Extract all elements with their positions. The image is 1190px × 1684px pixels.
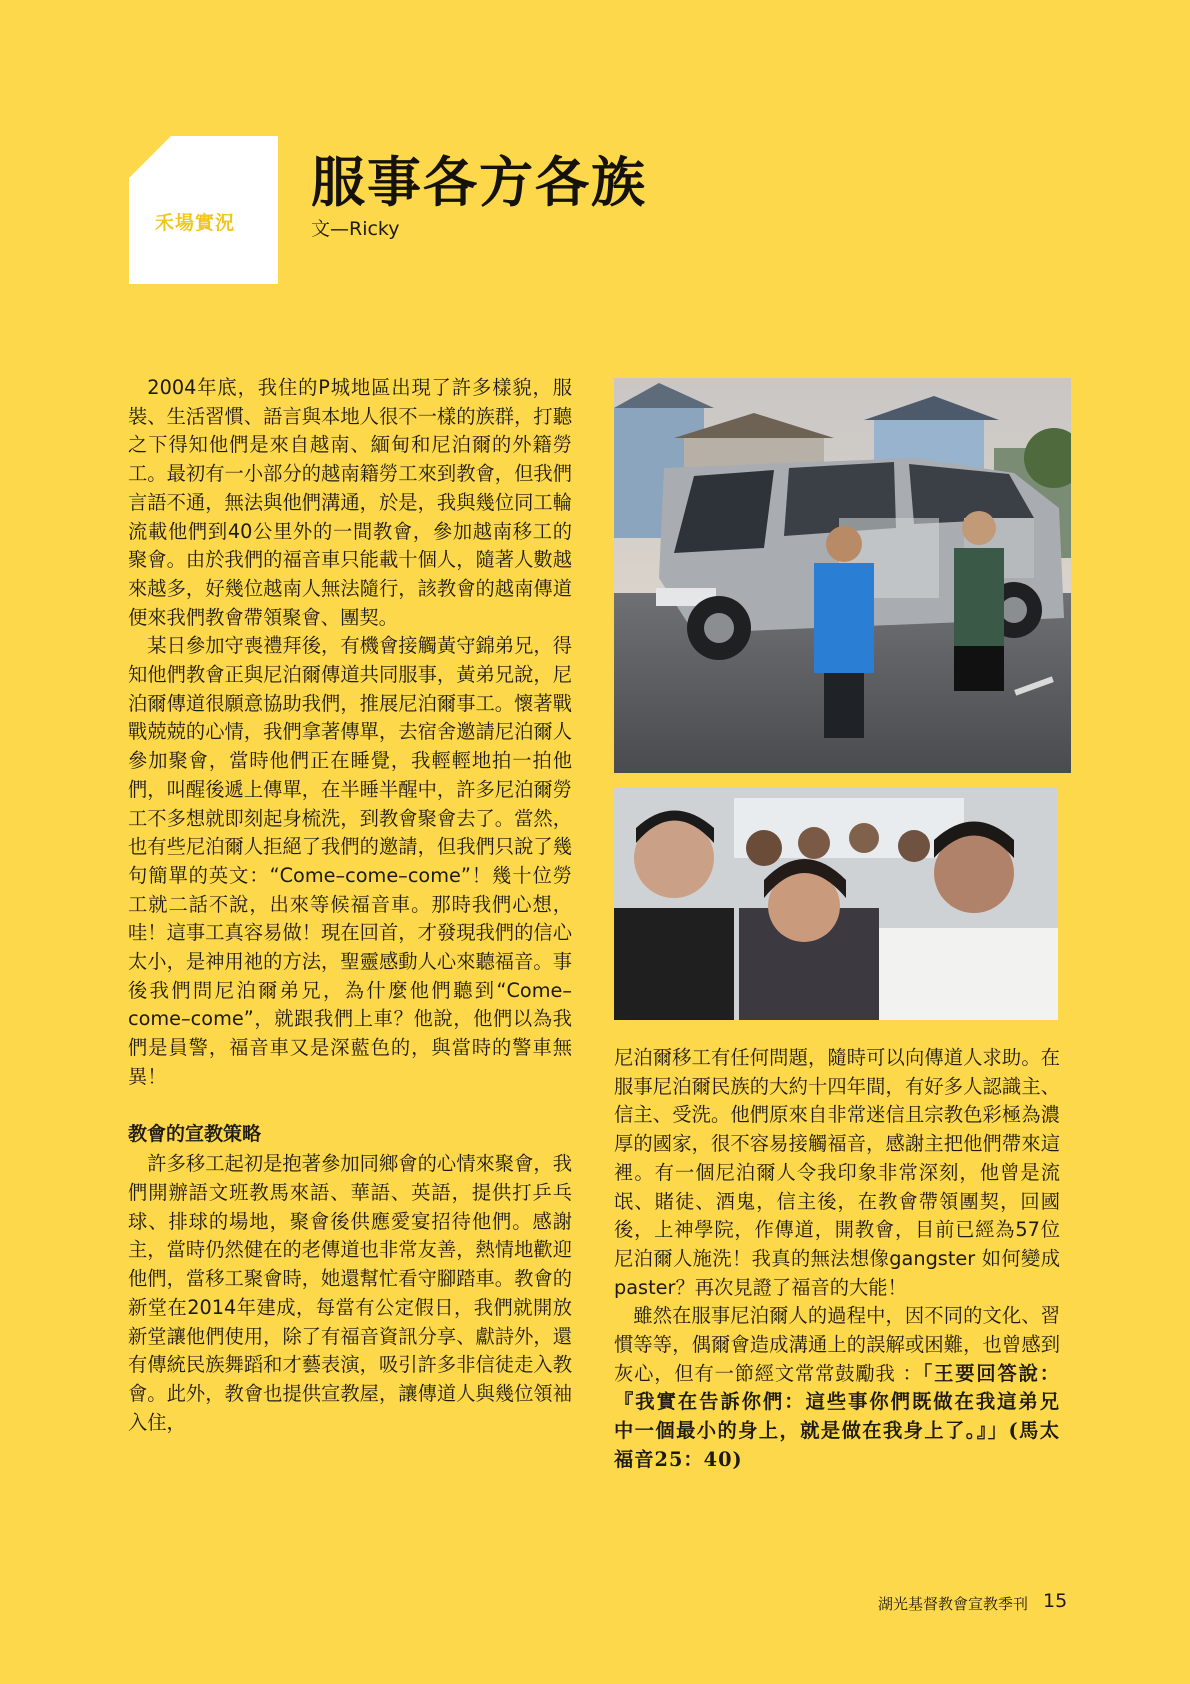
- article-column-left: [128, 374, 572, 1437]
- photo-van-group: [614, 378, 1071, 773]
- paragraph: 尼泊爾移工有任何問題，隨時可以向傳道人求助。在服事尼泊爾民族的大約十四年間，有好多人認識主、信主、受洗。他們原來自非常迷信且宗教色彩極為濃厚的國家，很不容易接觸福音，感謝主把他們帶來這裡。有一個尼泊爾人令我印象非常深刻，他曾是流氓、賭徒、酒鬼，信主後，在教會帶領團契，回國後，上神學院，作傳道，開教會，目前已經為57位尼泊爾人施洗！我真的無法想像gangster 如何變成paster？再次見證了福音的大能！: [614, 1046, 1060, 1299]
- section-subheading: 教會的宣教策略: [128, 1122, 262, 1145]
- photo-van-illustration: [614, 378, 1071, 773]
- paragraph: 2004年底，我住的P城地區出現了許多樣貌，服裝、生活習慣、語言與本地人很不一樣的族群，打聽之下得知他們是來自越南、緬甸和尼泊爾的外籍勞工。最初有一小部分的越南籍勞工來到教會，但我們言語不通，無法與他們溝通，於是，我與幾位同工輪流載他們到40公里外的一間教會，參加越南移工的聚會。由於我們的福音車只能載十個人，隨著人數越來越多，好幾位越南人無法隨行，該教會的越南傳道便來我們教會帶領聚會、團契。: [128, 376, 572, 629]
- paragraph: 許多移工起初是抱著參加同鄉會的心情來聚會，我們開辦語文班教馬來語、華語、英語，提供打乒乓球、排球的場地，聚會後供應愛宴招待他們。感謝主，當時仍然健在的老傳道也非常友善，熱情地歡迎他們，當移工聚會時，她還幫忙看守腳踏車。教會的新堂在2014年建成，每當有公定假日，我們就開放新堂讓他們使用，除了有福音資訊分享、獻詩外，還有傳統民族舞蹈和才藝表演，吸引許多非信徒走入教會。此外，教會也提供宣教屋，讓傳道人與幾位領袖入住，: [128, 1152, 572, 1434]
- article-title: 服事各方各族: [311, 151, 647, 214]
- paragraph-intro: 雖然在服事尼泊爾人的過程中，因不同的文化、習慣等等，偶爾會造成溝通上的誤解或困難，也曾感到灰心，但有一節經文常常鼓勵我 ：: [614, 1304, 1060, 1385]
- scripture-reference: (馬太福音25：40): [614, 1419, 1061, 1471]
- paragraph: 某日參加守喪禮拜後，有機會接觸黃守錦弟兄，得知他們教會正與尼泊爾傳道共同服事，黃弟兄說，尼泊爾傳道很願意協助我們，推展尼泊爾事工。懷著戰戰兢兢的心情，我們拿著傳單，去宿舍邀請尼泊爾人參加聚會，當時他們正在睡覺，我輕輕地拍一拍他們，叫醒後遞上傳單，在半睡半醒中，許多尼泊爾勞工不多想就即刻起身梳洗，到教會聚會去了。當然，也有些尼泊爾人拒絕了我們的邀請，但我們只說了幾句簡單的英文：“Come–come–come”！幾十位勞工就二話不說，出來等候福音車。那時我們心想，哇！這事工真容易做！現在回首，才發現我們的信心太小，是神用祂的方法，聖靈感動人心來聽福音。事後我們問尼泊爾弟兄，為什麼他們聽到“Come–come–come”，就跟我們上車？他說，他們以為我們是員警，福音車又是深藍色的，與當時的警車無異！: [128, 634, 572, 1088]
- photo-selfie-in-van: [614, 788, 1058, 1020]
- page-number: 15: [1043, 1590, 1068, 1612]
- paragraph: [614, 1302, 1060, 1474]
- section-tag: 禾場實況: [155, 212, 236, 234]
- scripture-quote: 「王要回答說：『我實在告訴你們：這些事你們既做在我這弟兄中一個最小的身上，就是做在我身上了。』」: [614, 1361, 1060, 1443]
- article-column-right: [614, 1044, 1060, 1475]
- publication-name: 湖光基督教會宣教季刊: [878, 1595, 1029, 1613]
- byline: 文—Ricky: [311, 218, 400, 240]
- photo-selfie-illustration: [614, 788, 1058, 1020]
